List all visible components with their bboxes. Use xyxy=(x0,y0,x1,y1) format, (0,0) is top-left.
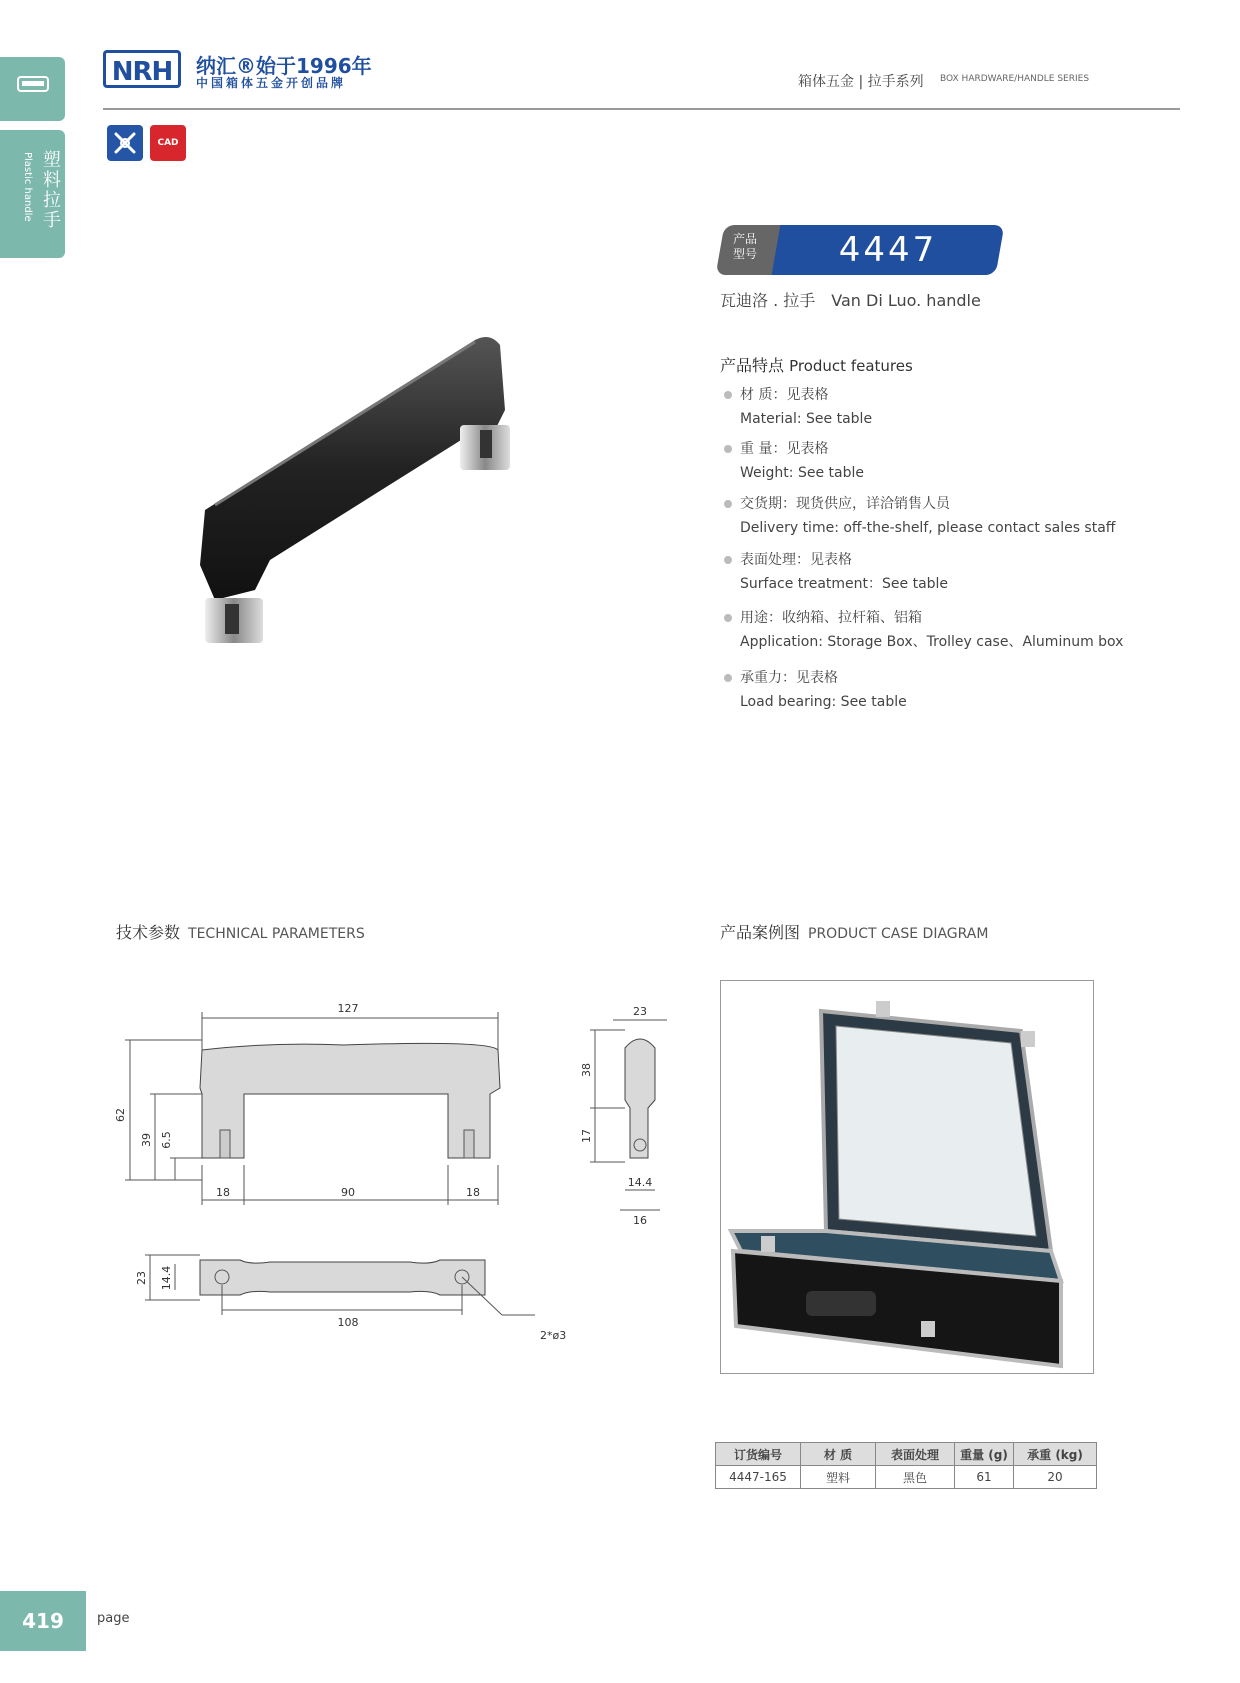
tool-icon[interactable] xyxy=(107,125,143,161)
product-name xyxy=(720,288,981,311)
feature-item-application xyxy=(724,606,1123,654)
feature-item-material xyxy=(724,383,872,431)
feature-cn: 承重力：见表格 xyxy=(740,670,838,686)
feature-item-delivery xyxy=(724,492,1115,540)
case-title-en: PRODUCT CASE DIAGRAM xyxy=(808,926,989,942)
product-name-cn: 瓦迪洛 . 拉手 xyxy=(720,291,816,310)
bullet-icon xyxy=(724,556,732,564)
page-number: 419 xyxy=(0,1591,86,1651)
tech-params-title xyxy=(116,920,365,943)
feature-en: Material: See table xyxy=(740,411,873,427)
dim-top-height: 23 xyxy=(135,1271,148,1285)
feature-cn: 材 质：见表格 xyxy=(740,387,829,403)
spec-table xyxy=(715,1442,1097,1489)
dim-side-width: 23 xyxy=(633,1005,647,1018)
product-photo xyxy=(185,330,575,670)
feature-en: Weight: See table xyxy=(740,465,864,481)
dim-top-inner: 14.4 xyxy=(160,1265,173,1291)
feature-en: Surface treatment：See table xyxy=(740,576,949,592)
dim-foot-left: 18 xyxy=(216,1186,230,1199)
brand-logo: NRH xyxy=(103,50,181,88)
table-cell: 20 xyxy=(1014,1466,1097,1489)
bullet-icon xyxy=(724,391,732,399)
dim-foot-height: 6.5 xyxy=(160,1131,173,1149)
table-row xyxy=(716,1466,1097,1489)
bullet-icon xyxy=(724,614,732,622)
case-photo xyxy=(720,980,1094,1374)
case-diagram-title xyxy=(720,920,988,943)
feature-cn: 用途：收纳箱、拉杆箱、铝箱 xyxy=(740,610,922,626)
feature-item-load xyxy=(724,666,907,714)
dim-side-b1: 14.4 xyxy=(627,1176,653,1189)
dim-span: 90 xyxy=(341,1186,355,1199)
feature-cn: 交货期：现货供应，详洽销售人员 xyxy=(740,496,950,512)
table-cell: 61 xyxy=(955,1466,1014,1489)
table-header: 承重 (kg) xyxy=(1014,1443,1097,1466)
table-header: 表面处理 xyxy=(876,1443,955,1466)
tech-title-cn: 技术参数 xyxy=(116,923,181,942)
dim-holes: 2*ø3 xyxy=(540,1329,567,1342)
series-title-cn: 箱体五金 | 拉手系列 xyxy=(798,74,924,90)
dim-side-b2: 16 xyxy=(633,1214,647,1227)
side-tab-icon-block xyxy=(0,57,65,121)
feature-cn: 重 量：见表格 xyxy=(740,441,829,457)
table-header-row xyxy=(716,1443,1097,1466)
table-cell: 黑色 xyxy=(876,1466,955,1489)
table-cell: 4447-165 xyxy=(716,1466,801,1489)
brand-slogan: 纳汇®始于1996年 xyxy=(196,54,372,78)
technical-drawing xyxy=(110,990,670,1360)
tech-title-en: TECHNICAL PARAMETERS xyxy=(188,926,365,942)
model-number: 4447 xyxy=(838,230,938,270)
side-category-cn: 塑料拉手 xyxy=(40,150,61,230)
table-cell: 塑料 xyxy=(801,1466,876,1489)
dim-height: 62 xyxy=(114,1108,127,1122)
bullet-icon xyxy=(724,500,732,508)
dim-leg-height: 39 xyxy=(140,1133,153,1147)
product-name-en: Van Di Luo. handle xyxy=(831,291,981,310)
table-header: 重量 (g) xyxy=(955,1443,1014,1466)
side-category-en: Plastic handle xyxy=(22,152,33,222)
page-label: page xyxy=(97,1611,130,1626)
features-title-cn: 产品特点 xyxy=(720,356,785,375)
bullet-icon xyxy=(724,445,732,453)
header-divider xyxy=(103,108,1180,110)
table-header: 订货编号 xyxy=(716,1443,801,1466)
model-badge-label: 产品型号 xyxy=(733,232,758,261)
dim-side-top: 38 xyxy=(580,1063,593,1077)
dim-width: 127 xyxy=(337,1002,359,1015)
feature-item-weight xyxy=(724,437,864,485)
series-title-en: BOX HARDWARE/HANDLE SERIES xyxy=(940,74,1090,84)
feature-en: Delivery time: off-the-shelf, please contact sales staff xyxy=(740,520,1116,536)
case-title-cn: 产品案例图 xyxy=(720,923,801,942)
feature-item-surface xyxy=(724,548,948,596)
bullet-icon xyxy=(724,674,732,682)
feature-en: Application: Storage Box、Trolley case、Aluminum box xyxy=(740,634,1124,650)
dim-side-bottom: 17 xyxy=(580,1129,593,1143)
dim-hole-span: 108 xyxy=(337,1316,359,1329)
brand-subtitle: 中国箱体五金开创品牌 xyxy=(196,76,347,90)
feature-en: Load bearing: See table xyxy=(740,694,907,710)
dim-foot-right: 18 xyxy=(466,1186,480,1199)
cad-icon[interactable]: CAD xyxy=(150,125,186,161)
features-title xyxy=(720,353,913,376)
table-header: 材 质 xyxy=(801,1443,876,1466)
handle-icon xyxy=(0,57,65,121)
aluminum-case-image xyxy=(721,981,1093,1373)
features-title-en: Product features xyxy=(789,357,913,375)
feature-cn: 表面处理：见表格 xyxy=(740,552,852,568)
